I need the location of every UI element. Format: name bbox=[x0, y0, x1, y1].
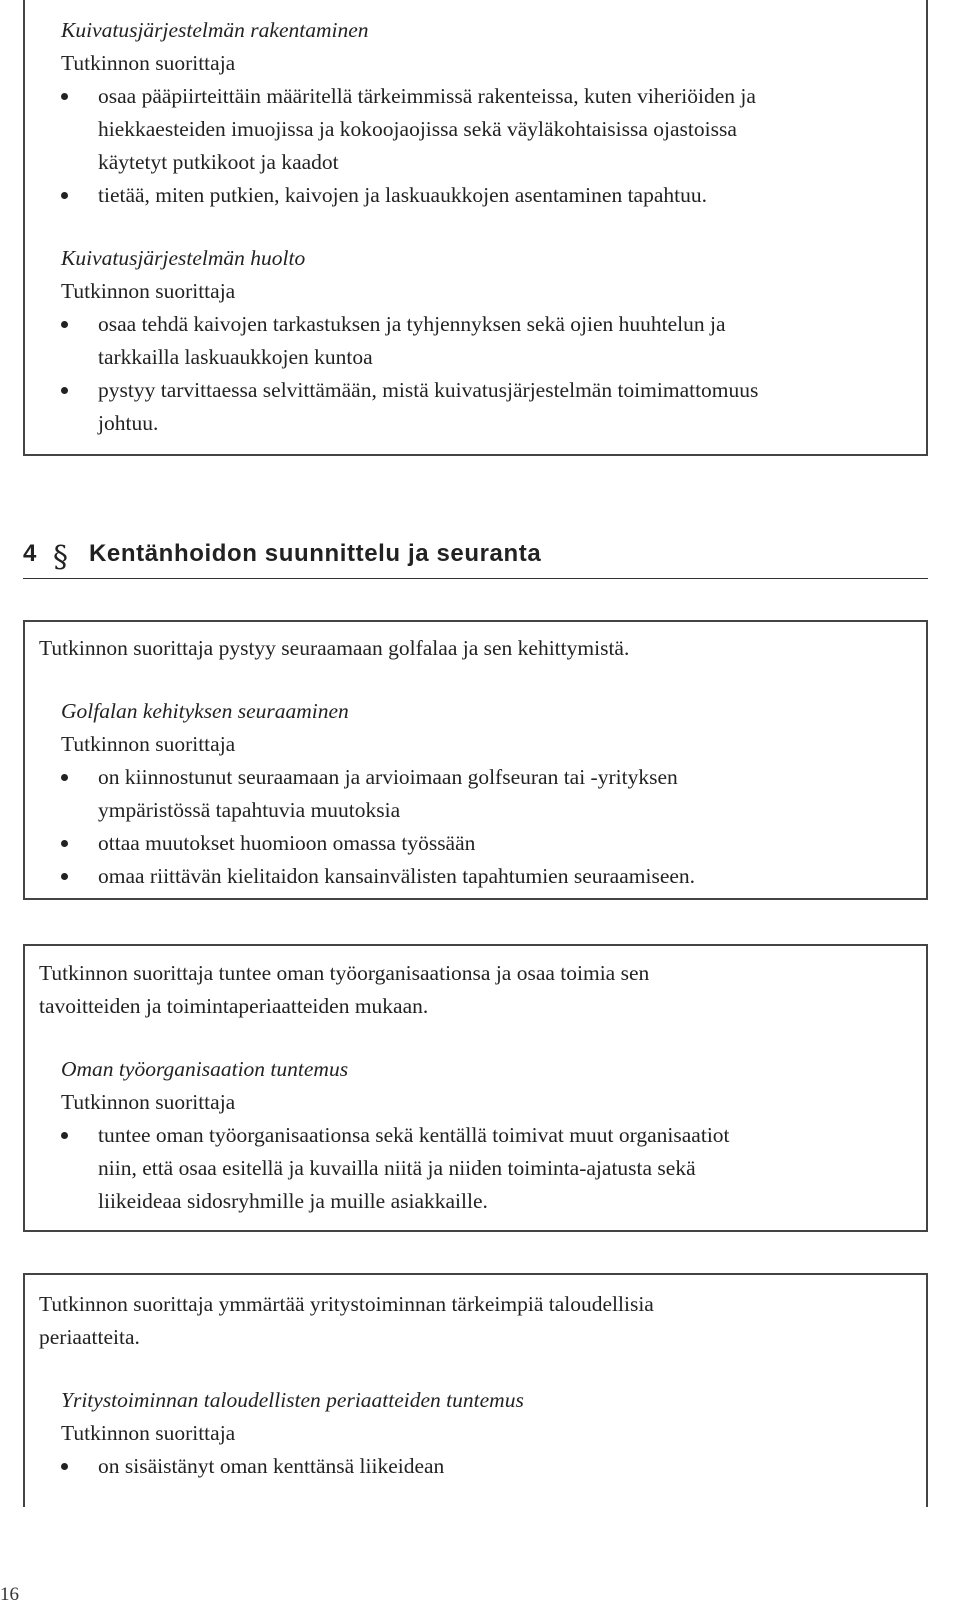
competence-box-organisation bbox=[23, 944, 928, 1232]
list-item-line: ottaa muutokset huomioon omassa työssään bbox=[98, 831, 476, 855]
list-item-line: tarkkailla laskuaukkojen kuntoa bbox=[98, 345, 373, 369]
list-item-line: on sisäistänyt oman kenttänsä liikeidean bbox=[98, 1454, 445, 1478]
competence-box-golf-development bbox=[23, 620, 928, 900]
box1-subject2: Tutkinnon suorittaja bbox=[61, 279, 236, 303]
box2-goal: Tutkinnon suorittaja pystyy seuraamaan golfalaa ja sen kehittymistä. bbox=[39, 636, 630, 660]
bullet-icon bbox=[61, 387, 68, 394]
list-item-line: liikeideaa sidosryhmille ja muille asiakkaille. bbox=[98, 1189, 488, 1213]
bullet-icon bbox=[61, 93, 68, 100]
list-item-line: omaa riittävän kielitaidon kansainvälisten tapahtumien seuraamiseen. bbox=[98, 864, 696, 888]
box3-heading: Oman työorganisaation tuntemus bbox=[61, 1057, 349, 1081]
bullet-icon bbox=[61, 840, 68, 847]
list-item-line: osaa tehdä kaivojen tarkastuksen ja tyhjennyksen sekä ojien huuhtelun ja bbox=[98, 312, 726, 336]
list-item bbox=[61, 1119, 908, 1218]
page-number: 16 bbox=[0, 1584, 19, 1605]
list-item-line: tuntee oman työorganisaationsa sekä kentällä toimivat muut organisaatiot bbox=[98, 1123, 730, 1147]
list-item bbox=[61, 827, 908, 860]
bullet-icon bbox=[61, 192, 68, 199]
list-item bbox=[61, 1450, 908, 1483]
section-title: Kentänhoidon suunnittelu ja seuranta bbox=[89, 540, 542, 567]
list-item-line: johtuu. bbox=[98, 411, 159, 435]
bullet-icon bbox=[61, 1463, 68, 1470]
list-item bbox=[61, 308, 908, 374]
competence-box-business-finance bbox=[23, 1273, 928, 1507]
list-item-line: niin, että osaa esitellä ja kuvailla niitä ja niiden toiminta-ajatusta sekä bbox=[98, 1156, 696, 1180]
box3-goal-line: tavoitteiden ja toimintaperiaatteiden mukaan. bbox=[39, 994, 429, 1018]
box1-heading: Kuivatusjärjestelmän rakentaminen bbox=[61, 18, 369, 42]
box3-goal-line: Tutkinnon suorittaja tuntee oman työorganisaationsa ja osaa toimia sen bbox=[39, 961, 650, 985]
competence-box-drainage bbox=[23, 0, 928, 456]
list-item-line: tietää, miten putkien, kaivojen ja laskuaukkojen asentaminen tapahtuu. bbox=[98, 183, 707, 207]
section-heading bbox=[23, 538, 928, 579]
section-symbol: § bbox=[53, 540, 69, 575]
box2-heading: Golfalan kehityksen seuraaminen bbox=[61, 699, 349, 723]
box2-subject: Tutkinnon suorittaja bbox=[61, 732, 236, 756]
box4-subject: Tutkinnon suorittaja bbox=[61, 1421, 236, 1445]
list-item bbox=[61, 179, 908, 212]
list-item-line: hiekkaesteiden imuojissa ja kokoojaojissa sekä väyläkohtaisissa ojastoissa bbox=[98, 117, 737, 141]
box3-subject: Tutkinnon suorittaja bbox=[61, 1090, 236, 1114]
list-item-line: käytetyt putkikoot ja kaadot bbox=[98, 150, 339, 174]
list-item-line: ympäristössä tapahtuvia muutoksia bbox=[98, 798, 401, 822]
list-item bbox=[61, 374, 908, 440]
box1-heading2: Kuivatusjärjestelmän huolto bbox=[61, 246, 306, 270]
bullet-icon bbox=[61, 1132, 68, 1139]
box4-heading: Yritystoiminnan taloudellisten periaatteiden tuntemus bbox=[61, 1388, 524, 1412]
bullet-icon bbox=[61, 321, 68, 328]
box4-goal-line: Tutkinnon suorittaja ymmärtää yritystoiminnan tärkeimpiä taloudellisia bbox=[39, 1292, 654, 1316]
bullet-icon bbox=[61, 873, 68, 880]
list-item-line: pystyy tarvittaessa selvittämään, mistä kuivatusjärjestelmän toimimattomuus bbox=[98, 378, 759, 402]
bullet-icon bbox=[61, 774, 68, 781]
box4-goal-line: periaatteita. bbox=[39, 1325, 140, 1349]
box1-subject: Tutkinnon suorittaja bbox=[61, 51, 236, 75]
section-number: 4 bbox=[23, 540, 37, 567]
list-item bbox=[61, 761, 908, 827]
list-item-line: osaa pääpiirteittäin määritellä tärkeimmissä rakenteissa, kuten viheriöiden ja bbox=[98, 84, 756, 108]
list-item bbox=[61, 80, 908, 179]
list-item-line: on kiinnostunut seuraamaan ja arvioimaan golfseuran tai -yrityksen bbox=[98, 765, 678, 789]
list-item bbox=[61, 860, 908, 893]
